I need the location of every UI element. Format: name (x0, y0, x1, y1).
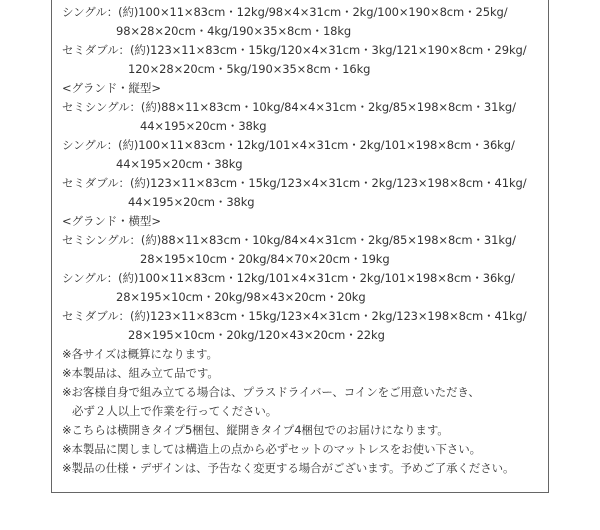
spec-line-v-semidouble-wrap: 44×195×20cm・38kg (128, 195, 255, 209)
note-approx-size: ※各サイズは概算になります。 (62, 347, 218, 361)
spec-line-v-semisingle: セミシングル：(約)88×11×83cm・10kg/84×4×31cm・2kg/85×198×8cm・31kg/ (62, 100, 516, 114)
note-self-assembly: ※お客様自身で組み立てる場合は、プラスドライバー、コインをご用意いただき、 (62, 385, 480, 399)
note-assembly-required: ※本製品は、組み立て品です。 (62, 366, 219, 380)
spec-line-h-semidouble-wrap: 28×195×10cm・20kg/120×43×20cm・22kg (128, 328, 385, 342)
section-heading-grand-horizontal: <グランド・横型> (62, 214, 161, 228)
spec-line-v-single-wrap: 44×195×20cm・38kg (116, 157, 243, 171)
spec-line-single-cont: シングル：(約)100×11×83cm・12kg/98×4×31cm・2kg/100×190×8cm・25kg/ (62, 5, 508, 19)
note-self-assembly-wrap: 必ず２人以上で作業を行ってください。 (72, 404, 278, 418)
spec-line-h-single: シングル：(約)100×11×83cm・12kg/101×4×31cm・2kg/101×198×8cm・36kg/ (62, 271, 515, 285)
spec-line-h-single-wrap: 28×195×10cm・20kg/98×43×20cm・20kg (116, 290, 366, 304)
spec-line-v-semidouble: セミダブル：(約)123×11×83cm・15kg/123×4×31cm・2kg/123×198×8cm・41kg/ (62, 176, 527, 190)
spec-line-semidouble-cont: セミダブル：(約)123×11×83cm・15kg/120×4×31cm・3kg/121×190×8cm・29kg/ (62, 43, 527, 57)
note-packaging: ※こちらは横開きタイプ5梱包、縦開きタイプ4梱包でのお届けになります。 (62, 423, 449, 437)
spec-line-h-semisingle: セミシングル：(約)88×11×83cm・10kg/84×4×31cm・2kg/85×198×8cm・31kg/ (62, 233, 516, 247)
spec-line-h-semidouble: セミダブル：(約)123×11×83cm・15kg/123×4×31cm・2kg/123×198×8cm・41kg/ (62, 309, 527, 323)
spec-line-h-semisingle-wrap: 28×195×10cm・20kg/84×70×20cm・19kg (140, 252, 390, 266)
spec-line-v-semisingle-wrap: 44×195×20cm・38kg (140, 119, 267, 133)
spec-line-single-wrap: 98×28×20cm・4kg/190×35×8cm・18kg (116, 24, 352, 38)
spec-line-semidouble-wrap: 120×28×20cm・5kg/190×35×8cm・16kg (128, 62, 371, 76)
note-spec-change: ※製品の仕様・デザインは、予告なく変更する場合がございます。予めご了承ください。 (62, 461, 515, 475)
section-heading-grand-vertical: <グランド・縦型> (62, 81, 161, 95)
note-mattress: ※本製品に関しましては構造上の点から必ずセットのマットレスをお使い下さい。 (62, 442, 482, 456)
spec-line-v-single: シングル：(約)100×11×83cm・12kg/101×4×31cm・2kg/101×198×8cm・36kg/ (62, 138, 515, 152)
